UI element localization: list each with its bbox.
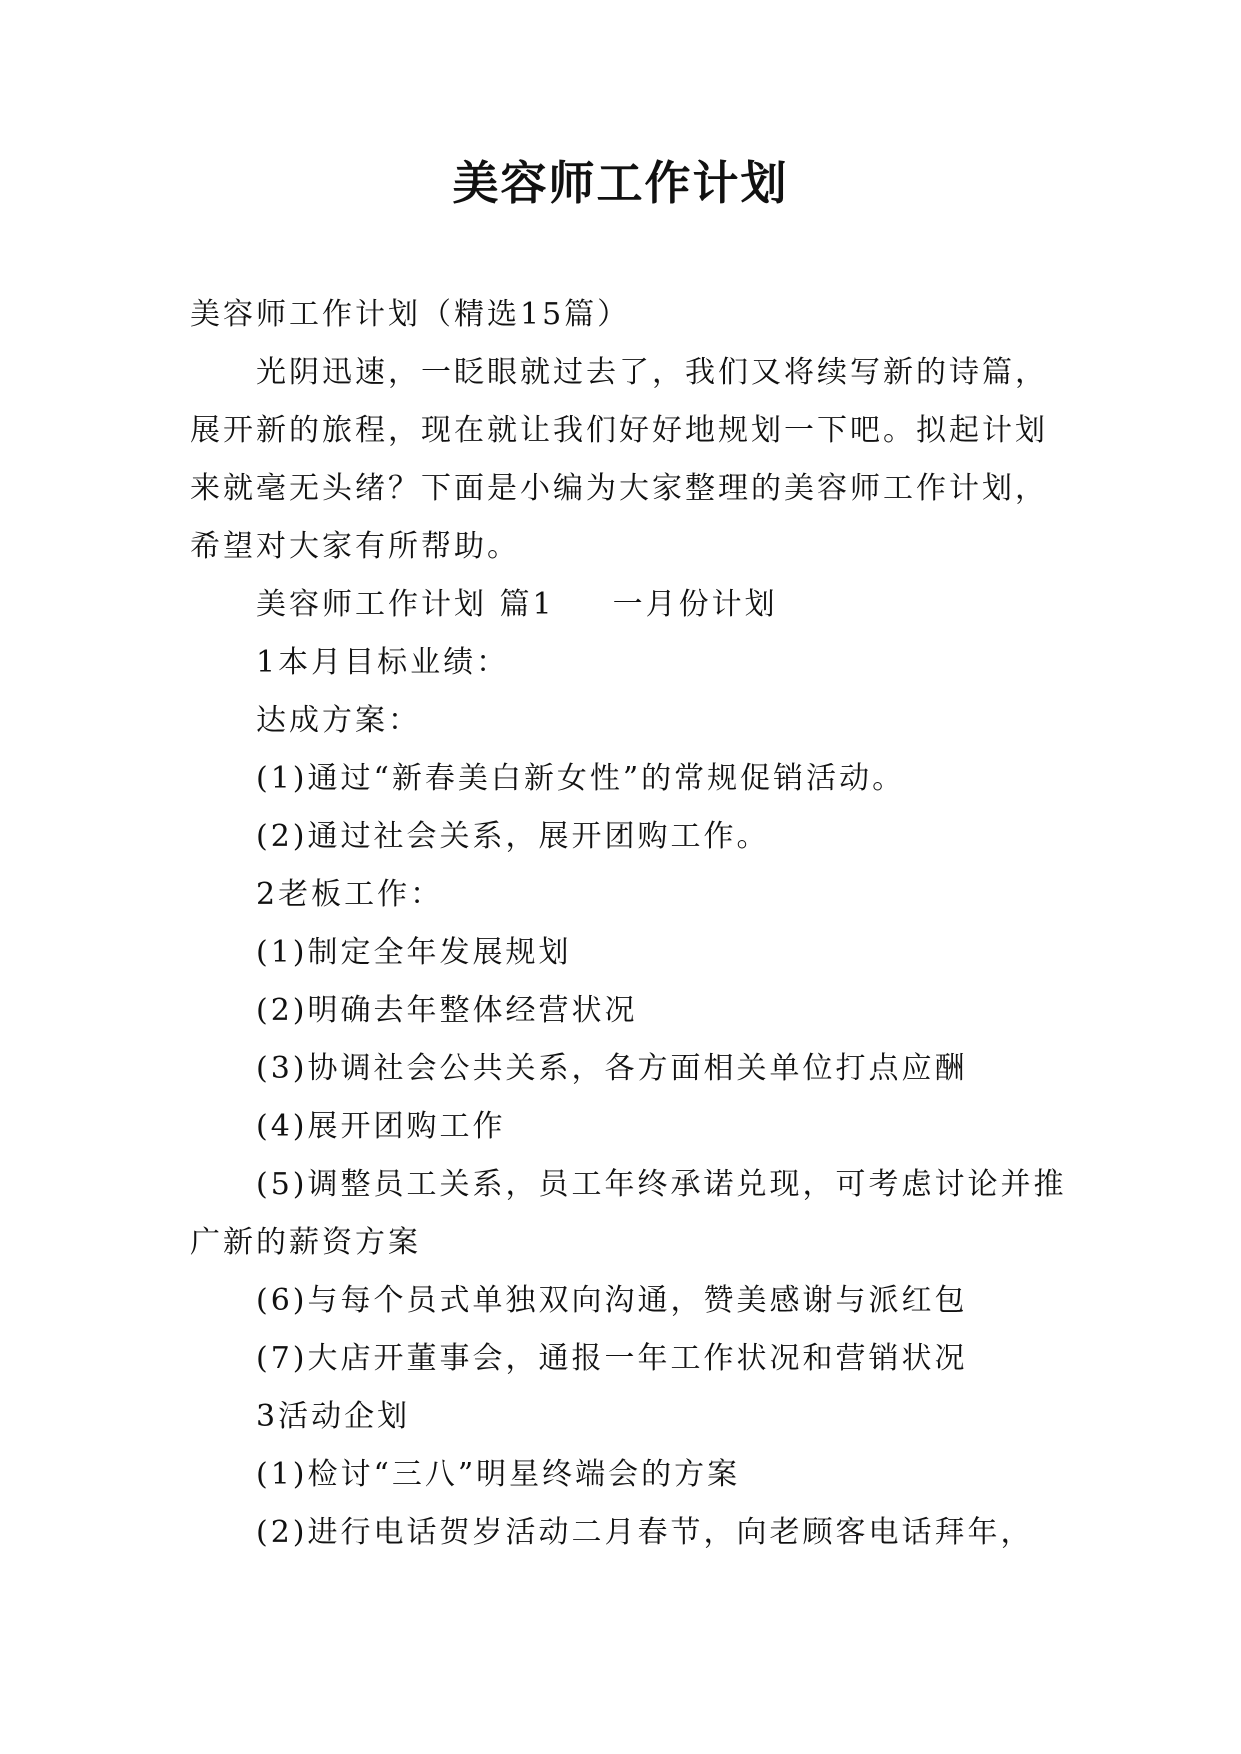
body-line: 2老板工作： (256, 877, 444, 912)
document-subtitle: 美容师工作计划（精选15篇） (190, 297, 631, 332)
body-line: 1本月目标业绩： (256, 645, 510, 680)
section-heading: 美容师工作计划 篇1 (256, 587, 555, 622)
body-line: (5)调整员工关系，员工年终承诺兑现，可考虑讨论并推广新的薪资方案 (190, 1167, 1067, 1260)
section-heading-line (190, 576, 1070, 634)
body-line: (3)协调社会公共关系，各方面相关单位打点应酬 (256, 1051, 968, 1086)
body-line: 3活动企划 (256, 1399, 411, 1434)
body-line: (4)展开团购工作 (256, 1109, 506, 1144)
body-line: (2)明确去年整体经营状况 (256, 993, 638, 1028)
body-line: (7)大店开董事会，通报一年工作状况和营销状况 (256, 1341, 968, 1376)
body-line: (2)通过社会关系，展开团购工作。 (256, 819, 770, 854)
section-subheading: 一月份计划 (612, 587, 778, 622)
document-title: 美容师工作计划 (452, 156, 789, 210)
body-line: (2)进行电话贺岁活动二月春节，向老顾客电话拜年， (256, 1515, 1034, 1550)
body-line: (6)与每个员式单独双向沟通，赞美感谢与派红包 (256, 1283, 968, 1318)
document-body (190, 286, 1070, 1562)
body-line: (1)制定全年发展规划 (256, 935, 572, 970)
intro-paragraph: 光阴迅速，一眨眼就过去了，我们又将续写新的诗篇，展开新的旅程，现在就让我们好好地规划一下吧。拟起计划来就毫无头绪？下面是小编为大家整理的美容师工作计划，希望对大家有所帮助。 (190, 355, 1048, 564)
body-line: (1)通过“新春美白新女性”的常规促销活动。 (256, 761, 906, 796)
body-line: 达成方案： (256, 703, 421, 738)
body-line: (1)检讨“三八”明星终端会的方案 (256, 1457, 741, 1492)
